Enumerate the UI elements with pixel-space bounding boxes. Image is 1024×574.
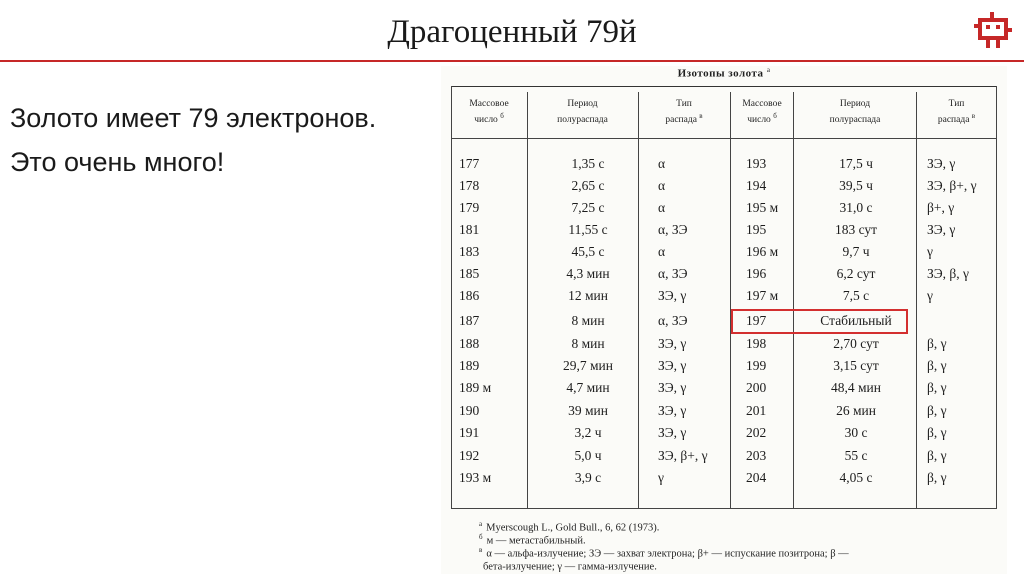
stable-isotope-highlight [731, 309, 908, 334]
table-caption [441, 66, 1007, 80]
column-border [527, 92, 528, 508]
pixel-robot-icon [974, 12, 1012, 50]
header-divider [451, 138, 996, 139]
header-half-life-2: Период полураспада [829, 99, 881, 126]
table-bottom-border [451, 508, 996, 509]
title-divider [0, 60, 1024, 62]
slide-body-text [10, 96, 440, 184]
isotope-table-scan: Изотопы золота $^а$ Массовое число $^б$ Период полураспада Тип распада $^в$ Массовое число $^б$ Период полураспада Тип распада $^в$ 177 1,35 с α 193 17,5 ч ЗЭ, γ 178 2,65 с α 194 39,5 ч ЗЭ, β+, γ 179 7,25 с α 195 м 31,0 с β+, γ 181 11,55 с α, ЗЭ 195 183 сут ЗЭ, γ 183 45,5 с α 196 м 9,7 ч γ 185 4,3 мин α, ЗЭ 196 6,2 сут ЗЭ, β, γ 186 12 мин ЗЭ, γ 197 м 7,5 с γ 187 8 мин α, ЗЭ 197 Стабильный 188 8 мин ЗЭ, γ 198 2,70 сут β, γ 189 29,7 мин ЗЭ, γ 199 3,15 сут β, γ 189 м 4,7 мин ЗЭ, γ 200 48,4 мин β, γ 190 39 мин ЗЭ, γ 201 26 мин β, γ 191 3,2 ч ЗЭ, γ 202 30 с β, γ 192 5,0 ч ЗЭ, β+, γ 203 55 с β, γ 193 м 3,9 с γ 204 4,05 с β, γ $^а$ Myerscough L., Gold Bull., 6, 62 (1973). $^б$ м — метастабильный. $^в$ α — альфа-излучение; ЗЭ — захват электрона; β+ — испускание позитрона; β — бета-излучение; γ — гамма-излучение. [441, 66, 1007, 574]
table-caption-text: Изотопы золота [677, 67, 764, 80]
header-mass-number: Массовое число $^б$ [469, 99, 509, 126]
body-line: Золото имеет 79 электронов. [10, 103, 377, 133]
footnote: $^в$ α — альфа-излучение; ЗЭ — захват электрона; β+ — испускание позитрона; β — [479, 546, 849, 560]
header-mass-number-2: Массовое число $^б$ [742, 99, 782, 126]
slide-title: Драгоценный 79й [387, 14, 637, 50]
table-caption-mark: а [766, 66, 771, 74]
header-decay-type: Тип распада $^в$ [665, 99, 703, 126]
column-border [451, 86, 452, 509]
header-decay-type-2: Тип распада $^в$ [937, 99, 976, 126]
footnote: $^а$ Myerscough L., Gold Bull., 6, 62 (1973). [479, 520, 660, 534]
stable-isotope-mass: 197 [746, 313, 767, 328]
column-border [916, 92, 917, 508]
header-half-life: Период полураспада [557, 99, 608, 126]
table-top-border [451, 86, 996, 87]
footnote: бета-излучение; γ — гамма-излучение. [483, 561, 657, 573]
body-line: Это очень много! [10, 147, 225, 177]
stable-isotope-label: Стабильный [820, 313, 892, 328]
footnote: $^б$ м — метастабильный. [479, 533, 586, 547]
